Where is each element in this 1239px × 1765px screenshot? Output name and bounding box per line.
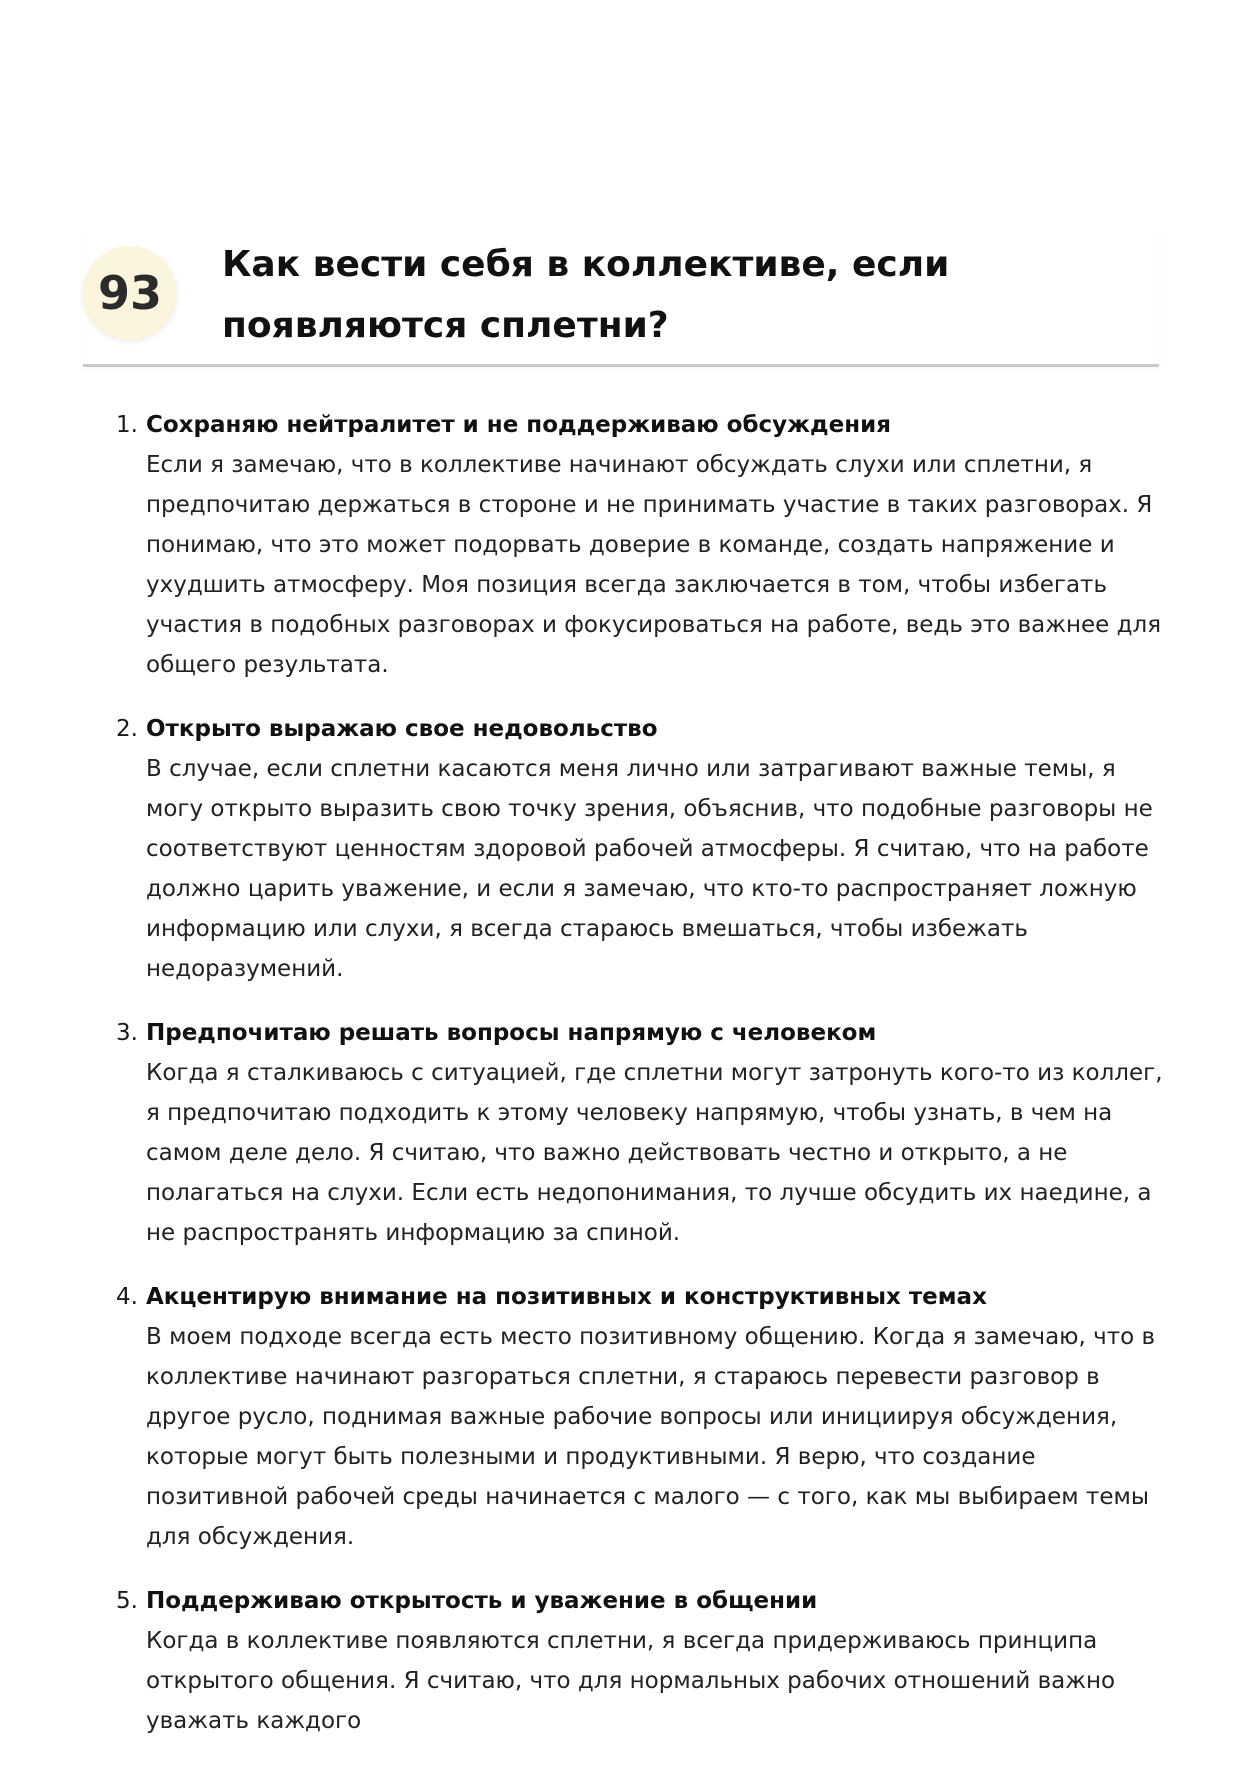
answer-text: В случае, если сплетни касаются меня лично или затрагивают важные темы, я могу открыто выразить свою точку зрения, объяснив, что подобные разговоры не соответствуют ценностям здоровой рабочей атмосферы. Я считаю, что на работе должно царить уважение, и если я замечаю, что кто-то распространяет ложную информацию или слухи, я всегда стараюсь вмешаться, чтобы избежать недоразумений. xyxy=(146,756,1153,982)
answer-item xyxy=(116,1581,1166,1741)
answer-heading: Предпочитаю решать вопросы напрямую с человеком xyxy=(146,1020,877,1046)
question-number-badge: 93 xyxy=(83,246,177,340)
answer-number: 3. xyxy=(116,1020,138,1046)
answer-text: В моем подходе всегда есть место позитивному общению. Когда я замечаю, что в коллективе начинают разгораться сплетни, я стараюсь перевести разговор в другое русло, поднимая важные рабочие вопросы или инициируя обсуждения, которые могут быть полезными и продуктивными. Я верю, что создание позитивной рабочей среды начинается с малого — с того, как мы выбираем темы для обсуждения. xyxy=(146,1324,1156,1550)
answer-text: Если я замечаю, что в коллективе начинают обсуждать слухи или сплетни, я предпочитаю держаться в стороне и не принимать участие в таких разговорах. Я понимаю, что это может подорвать доверие в команде, создать напряжение и ухудшить атмосферу. Моя позиция всегда заключается в том, чтобы избегать участия в подобных разговорах и фокусироваться на работе, ведь это важнее для общего результата. xyxy=(146,452,1162,678)
question-title: Как вести себя в коллективе, если появляются сплетни? xyxy=(222,244,950,346)
answer-number: 1. xyxy=(116,412,138,438)
answer-heading: Сохраняю нейтралитет и не поддерживаю обсуждения xyxy=(146,412,891,438)
answer-number: 2. xyxy=(116,716,138,742)
answer-heading: Поддерживаю открытость и уважение в общении xyxy=(146,1588,818,1614)
answer-text: Когда я сталкиваюсь с ситуацией, где сплетни могут затронуть кого-то из коллег, я предпочитаю подходить к этому человеку напрямую, чтобы узнать, в чем на самом деле дело. Я считаю, что важно действовать честно и открыто, а не полагаться на слухи. Если есть недопонимания, то лучше обсудить их наедине, а не распространять информацию за спиной. xyxy=(146,1060,1163,1246)
answer-number: 4. xyxy=(116,1284,138,1310)
answer-item xyxy=(116,1013,1166,1253)
question-header xyxy=(83,228,1159,367)
answer-list xyxy=(116,405,1166,1765)
answer-item xyxy=(116,405,1166,685)
answer-heading: Акцентирую внимание на позитивных и конструктивных темах xyxy=(146,1284,987,1310)
answer-heading: Открыто выражаю свое недовольство xyxy=(146,716,658,742)
answer-text: Когда в коллективе появляются сплетни, я всегда придерживаюсь принципа открытого общения. Я считаю, что для нормальных рабочих отношений важно уважать каждого xyxy=(146,1628,1116,1734)
answer-number: 5. xyxy=(116,1588,138,1614)
answer-item xyxy=(116,709,1166,989)
answer-item xyxy=(116,1277,1166,1557)
